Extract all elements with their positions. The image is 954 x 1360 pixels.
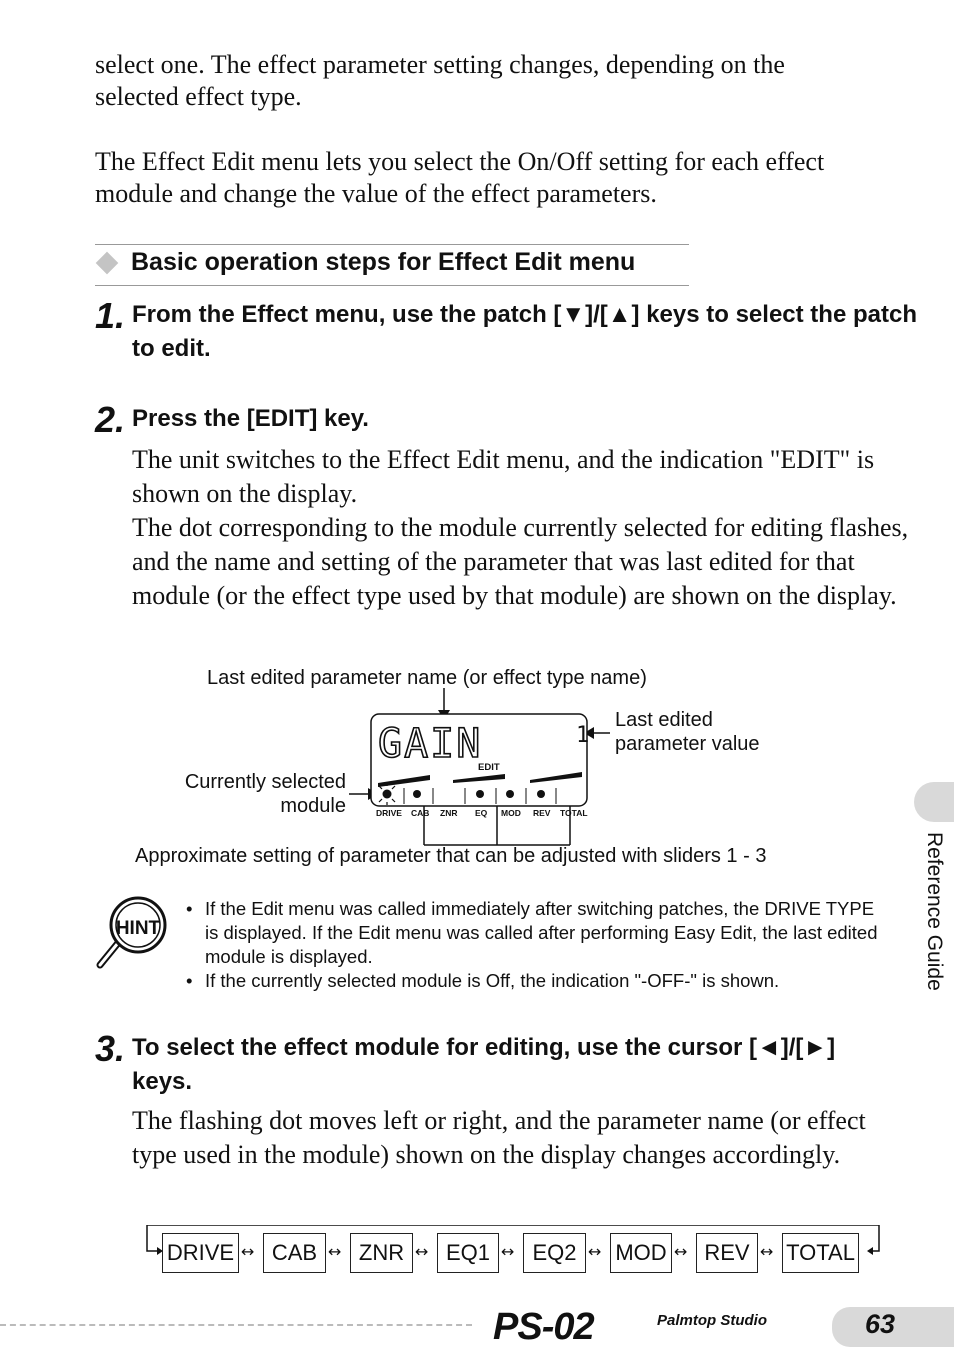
lcd-edit-indicator: EDIT <box>478 762 500 773</box>
bidirectional-arrow-icon: ↔ <box>501 1242 515 1261</box>
bidirectional-arrow-icon: ↔ <box>674 1242 688 1261</box>
side-tab-marker <box>914 782 954 822</box>
step-3-paragraph-1: The flashing dot moves left or right, and the parameter name (or effect type used in the module) shown on the display changes accordingly. <box>132 1106 866 1169</box>
bidirectional-arrow-icon: ↔ <box>415 1242 429 1261</box>
lcd-display-diagram <box>0 670 954 870</box>
bidirectional-arrow-icon: ↔ <box>241 1242 255 1261</box>
lcd-value-text: 1 <box>576 723 590 748</box>
lcd-module-rev: REV <box>533 808 551 818</box>
page-number: 63 <box>865 1309 896 1339</box>
step-2-paragraph-2: The dot corresponding to the module currently selected for editing flashes, and the name and setting of the parameter that was last edited for that module (or the effect type used by that module) are shown on the display. <box>132 513 909 610</box>
product-subtitle: Palmtop Studio <box>657 1312 767 1329</box>
module-znr: ZNR <box>350 1233 413 1273</box>
hint-item-2: • If the currently selected module is Off, the indication "-OFF-" is shown. <box>186 969 886 993</box>
bidirectional-arrow-icon: ↔ <box>588 1242 602 1261</box>
footer-dashed-line <box>0 1324 472 1326</box>
section-heading-text: Basic operation steps for Effect Edit menu <box>131 248 636 276</box>
lcd-module-total: TOTAL <box>560 808 588 818</box>
product-logo: PS-02 <box>493 1306 594 1348</box>
module-chain-diagram <box>145 1225 881 1280</box>
module-drive: DRIVE <box>162 1233 239 1273</box>
figure-label-value-line-1: Last edited <box>615 709 713 731</box>
figure-label-parameter-name: Last edited parameter name (or effect type name) <box>207 667 647 689</box>
hint-magnifier-icon <box>92 893 172 973</box>
bidirectional-arrow-icon: ↔ <box>328 1242 342 1261</box>
step-3-title: To select the effect module for editing, use the cursor [◄]/[►] keys. <box>132 1034 836 1095</box>
hint-badge-text: HINT <box>115 918 161 939</box>
module-rev: REV <box>696 1233 758 1273</box>
lcd-module-eq: EQ <box>475 808 488 818</box>
hint-item-1: • If the Edit menu was called immediately after switching patches, the DRIVE TYPE is displayed. If the Edit menu was called after performing Easy Edit, the last edited module is displayed. <box>186 897 886 969</box>
step-2-number: 2. <box>95 399 126 440</box>
diamond-icon <box>96 252 119 275</box>
lcd-module-cab: CAB <box>411 808 430 818</box>
intro-paragraph-2: The Effect Edit menu lets you select the On/Off setting for each effect module and change the value of the effect parameters. <box>95 147 825 208</box>
side-tab-label: Reference Guide <box>923 832 946 991</box>
module-eq1: EQ1 <box>437 1233 499 1273</box>
hint-list <box>186 897 886 993</box>
lcd-module-znr: ZNR <box>440 808 458 818</box>
step-1-title: From the Effect menu, use the patch [▼]/[▲] keys to select the patch to edit. <box>132 301 917 362</box>
module-cab: CAB <box>263 1233 326 1273</box>
module-mod: MOD <box>610 1233 672 1273</box>
figure-label-sliders: Approximate setting of parameter that can be adjusted with sliders 1 - 3 <box>135 845 767 867</box>
step-3-number: 3. <box>95 1028 126 1069</box>
figure-label-value-line-2: parameter value <box>615 733 760 755</box>
figure-label-module-line-1: Currently selected <box>184 771 346 793</box>
figure-label-module-line-2: module <box>280 795 346 817</box>
lcd-module-drive: DRIVE <box>376 808 402 818</box>
step-2-title: Press the [EDIT] key. <box>132 405 369 432</box>
step-1-number: 1. <box>95 295 126 336</box>
lcd-gain-text: GAIN <box>378 721 483 767</box>
bidirectional-arrow-icon: ↔ <box>760 1242 774 1261</box>
intro-paragraph-1: select one. The effect parameter setting changes, depending on the selected effect type. <box>95 50 785 111</box>
section-heading <box>95 244 689 286</box>
module-eq2: EQ2 <box>523 1233 586 1273</box>
step-2-paragraph-1: The unit switches to the Effect Edit menu, and the indication "EDIT" is shown on the display. <box>132 445 875 508</box>
module-total: TOTAL <box>782 1233 859 1273</box>
lcd-module-mod: MOD <box>501 808 521 818</box>
